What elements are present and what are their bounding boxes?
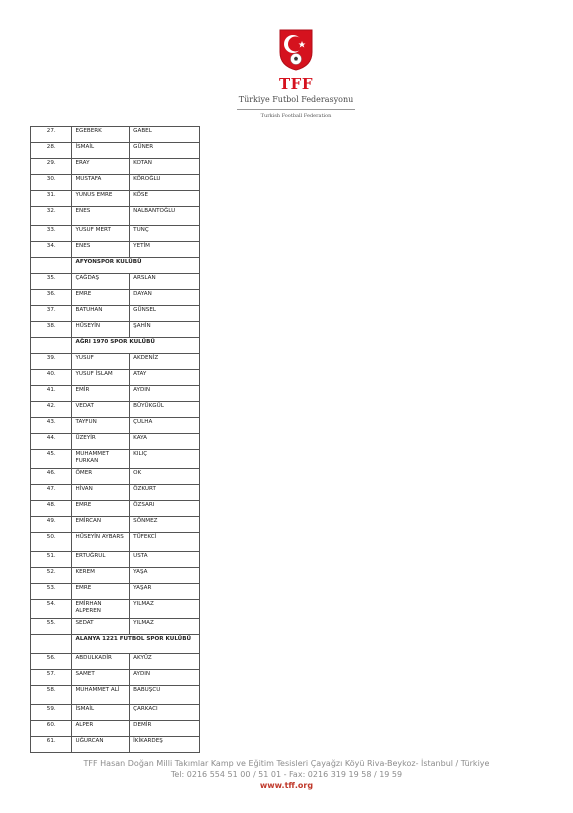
club-header-row — [31, 635, 200, 654]
player-last-name: ÖZSARI — [130, 501, 200, 517]
player-number: 59. — [31, 705, 72, 721]
player-row — [31, 600, 200, 619]
player-last-name: YAŞAR — [130, 584, 200, 600]
club-header-empty-cell — [31, 258, 72, 274]
player-row — [31, 434, 200, 450]
player-first-name: YUSUF İSLAM — [72, 370, 130, 386]
tff-crest-icon — [276, 28, 316, 72]
player-number: 41. — [31, 386, 72, 402]
player-number: 49. — [31, 517, 72, 533]
player-last-name: YAŞA — [130, 568, 200, 584]
player-row — [31, 207, 200, 226]
player-row — [31, 450, 200, 469]
player-last-name: ARSLAN — [130, 274, 200, 290]
player-last-name: ÇULHA — [130, 418, 200, 434]
player-last-name: TUNÇ — [130, 226, 200, 242]
player-number: 60. — [31, 721, 72, 737]
player-last-name: KOTAN — [130, 159, 200, 175]
club-name: AFYONSPOR KULÜBÜ — [72, 258, 200, 274]
player-last-name: KÖROĞLU — [130, 175, 200, 191]
player-last-name: YILMAZ — [130, 619, 200, 635]
player-last-name: BÜYÜKGÜL — [130, 402, 200, 418]
player-row — [31, 418, 200, 434]
logo-acronym: TFF — [279, 75, 313, 93]
player-number: 37. — [31, 306, 72, 322]
roster-body — [31, 127, 200, 753]
player-first-name: ENES — [72, 207, 130, 226]
player-number: 29. — [31, 159, 72, 175]
player-first-name: ERAY — [72, 159, 130, 175]
player-number: 61. — [31, 737, 72, 753]
player-last-name: GÜNSEL — [130, 306, 200, 322]
player-row — [31, 619, 200, 635]
player-roster-table — [30, 126, 200, 753]
player-first-name: ÜZEYİR — [72, 434, 130, 450]
player-number: 43. — [31, 418, 72, 434]
player-first-name: HİVAN — [72, 485, 130, 501]
player-row — [31, 127, 200, 143]
player-number: 28. — [31, 143, 72, 159]
player-last-name: KÖSE — [130, 191, 200, 207]
player-row — [31, 501, 200, 517]
player-row — [31, 242, 200, 258]
player-number: 42. — [31, 402, 72, 418]
player-row — [31, 322, 200, 338]
player-first-name: HÜSEYİN AYBARS — [72, 533, 130, 552]
player-first-name: HÜSEYİN — [72, 322, 130, 338]
player-last-name: SÖNMEZ — [130, 517, 200, 533]
player-first-name: ERTUĞRUL — [72, 552, 130, 568]
club-header-row — [31, 338, 200, 354]
player-number: 44. — [31, 434, 72, 450]
player-last-name: AKYÜZ — [130, 654, 200, 670]
player-number: 52. — [31, 568, 72, 584]
player-number: 38. — [31, 322, 72, 338]
player-number: 46. — [31, 469, 72, 485]
player-row — [31, 584, 200, 600]
player-first-name: EMİRHAN ALPEREN — [72, 600, 130, 619]
player-number: 50. — [31, 533, 72, 552]
player-row — [31, 737, 200, 753]
player-row — [31, 306, 200, 322]
tff-logo — [237, 28, 355, 128]
player-number: 53. — [31, 584, 72, 600]
player-row — [31, 191, 200, 207]
player-row — [31, 670, 200, 686]
player-first-name: ALPER — [72, 721, 130, 737]
club-header-row — [31, 258, 200, 274]
player-number: 34. — [31, 242, 72, 258]
footer-website-link[interactable]: www.tff.org — [259, 781, 314, 790]
player-first-name: YUSUF MERT — [72, 226, 130, 242]
player-last-name: KAYA — [130, 434, 200, 450]
player-row — [31, 402, 200, 418]
player-first-name: VEDAT — [72, 402, 130, 418]
player-first-name: SAMET — [72, 670, 130, 686]
player-first-name: İSMAİL — [72, 705, 130, 721]
player-first-name: BATUHAN — [72, 306, 130, 322]
player-first-name: İSMAİL — [72, 143, 130, 159]
player-first-name: MUSTAFA — [72, 175, 130, 191]
player-last-name: DEMİR — [130, 721, 200, 737]
player-last-name: KILIÇ — [130, 450, 200, 469]
logo-divider — [237, 109, 355, 110]
player-number: 30. — [31, 175, 72, 191]
player-row — [31, 159, 200, 175]
player-first-name: KEREM — [72, 568, 130, 584]
player-number: 57. — [31, 670, 72, 686]
player-first-name: EMRE — [72, 584, 130, 600]
page-footer — [0, 758, 573, 791]
player-first-name: EMİRCAN — [72, 517, 130, 533]
player-number: 47. — [31, 485, 72, 501]
player-first-name: ABDULKADİR — [72, 654, 130, 670]
player-first-name: UĞURCAN — [72, 737, 130, 753]
player-number: 27. — [31, 127, 72, 143]
footer-address: TFF Hasan Doğan Milli Takımlar Kamp ve Eğitim Tesisleri Çayağzı Köyü Riva-Beykoz- İstanbul / Türkiye — [83, 759, 490, 768]
player-last-name: AKDENİZ — [130, 354, 200, 370]
player-number: 58. — [31, 686, 72, 705]
player-first-name: MUHAMMET ALİ — [72, 686, 130, 705]
player-last-name: AYDIN — [130, 386, 200, 402]
player-first-name: ENES — [72, 242, 130, 258]
player-first-name: YUSUF — [72, 354, 130, 370]
player-last-name: NALBANTOĞLU — [130, 207, 200, 226]
player-last-name: ÖZKURT — [130, 485, 200, 501]
player-last-name: İKİKARDEŞ — [130, 737, 200, 753]
club-header-empty-cell — [31, 338, 72, 354]
player-last-name: BABUŞCU — [130, 686, 200, 705]
player-last-name: DAYAN — [130, 290, 200, 306]
player-row — [31, 143, 200, 159]
player-row — [31, 705, 200, 721]
player-first-name: ÇAĞDAŞ — [72, 274, 130, 290]
player-first-name: SEDAT — [72, 619, 130, 635]
player-number: 48. — [31, 501, 72, 517]
player-last-name: TÜFEKCİ — [130, 533, 200, 552]
player-last-name: YETİM — [130, 242, 200, 258]
player-number: 56. — [31, 654, 72, 670]
player-first-name: EGEBERK — [72, 127, 130, 143]
player-row — [31, 552, 200, 568]
player-row — [31, 686, 200, 705]
player-number: 55. — [31, 619, 72, 635]
player-last-name: AYDIN — [130, 670, 200, 686]
player-number: 35. — [31, 274, 72, 290]
player-row — [31, 485, 200, 501]
player-number: 51. — [31, 552, 72, 568]
player-first-name: YUNUS EMRE — [72, 191, 130, 207]
logo-name-english: Turkish Football Federation — [260, 113, 332, 119]
player-last-name: ÇARKACI — [130, 705, 200, 721]
player-first-name: TAYFUN — [72, 418, 130, 434]
player-row — [31, 175, 200, 191]
player-number: 31. — [31, 191, 72, 207]
player-last-name: GÜNER — [130, 143, 200, 159]
player-row — [31, 370, 200, 386]
player-row — [31, 274, 200, 290]
player-last-name: ATAY — [130, 370, 200, 386]
player-number: 45. — [31, 450, 72, 469]
player-last-name: YILMAZ — [130, 600, 200, 619]
player-number: 36. — [31, 290, 72, 306]
player-row — [31, 654, 200, 670]
player-first-name: ÖMER — [72, 469, 130, 485]
player-number: 40. — [31, 370, 72, 386]
club-name: ALANYA 1221 FUTBOL SPOR KULÜBÜ — [72, 635, 200, 654]
player-row — [31, 354, 200, 370]
player-row — [31, 469, 200, 485]
player-row — [31, 226, 200, 242]
player-first-name: EMRE — [72, 501, 130, 517]
player-row — [31, 721, 200, 737]
player-first-name: MUHAMMET FURKAN — [72, 450, 130, 469]
player-last-name: GABEL — [130, 127, 200, 143]
player-row — [31, 386, 200, 402]
club-name: AĞRI 1970 SPOR KULÜBÜ — [72, 338, 200, 354]
player-last-name: USTA — [130, 552, 200, 568]
player-number: 32. — [31, 207, 72, 226]
player-first-name: EMİR — [72, 386, 130, 402]
player-first-name: EMRE — [72, 290, 130, 306]
player-last-name: OK — [130, 469, 200, 485]
player-number: 54. — [31, 600, 72, 619]
footer-phone-fax: Tel: 0216 554 51 00 / 51 01 - Fax: 0216 319 19 58 / 19 59 — [170, 770, 403, 779]
player-row — [31, 533, 200, 552]
logo-name-turkish: Türkiye Futbol Federasyonu — [238, 95, 354, 104]
player-number: 39. — [31, 354, 72, 370]
player-last-name: ŞAHİN — [130, 322, 200, 338]
player-row — [31, 568, 200, 584]
club-header-empty-cell — [31, 635, 72, 654]
player-number: 33. — [31, 226, 72, 242]
player-row — [31, 290, 200, 306]
player-row — [31, 517, 200, 533]
